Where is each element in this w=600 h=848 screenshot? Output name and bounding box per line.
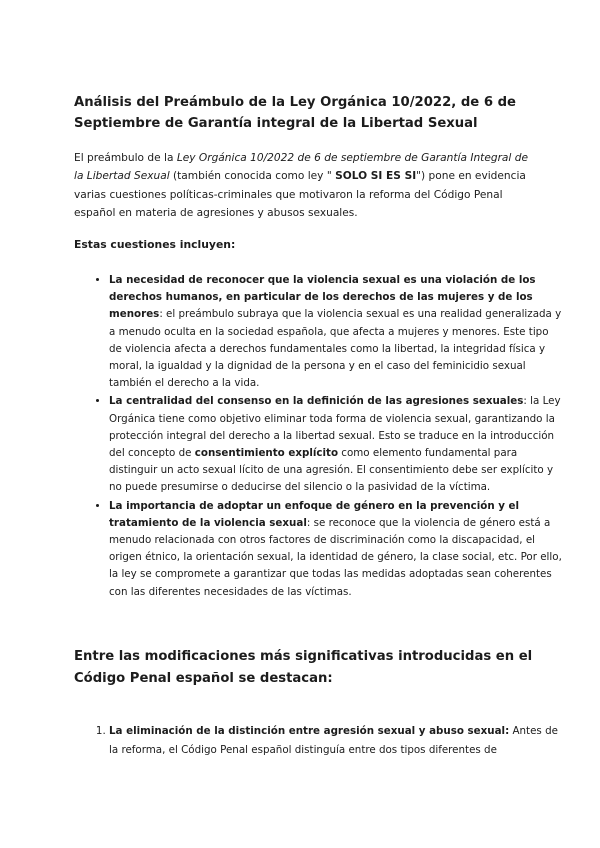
section-subheading: Estas cuestiones incluyen: (74, 238, 236, 251)
list-item (109, 393, 563, 496)
list-item (109, 498, 563, 601)
numbered-item-bold: La eliminación de la distinción entre agresión sexual y abuso sexual: (109, 725, 510, 737)
list-item-bold: La importancia de adoptar un enfoque de género en la prevención y el tratamiento de la violencia sexual (109, 499, 520, 529)
section-heading: Entre las modificaciones más significativas introducidas en el Código Penal español se destacan: (74, 649, 533, 686)
intro-text-2: (también conocida como ley " (169, 170, 336, 183)
list-item-text: : se reconoce que la violencia de género está a menudo relacionada con otros factores de discriminación como la discapacidad, el origen étnico, la orientación sexual, la identidad de género, la clase social, etc. Por ello, la ley se compromete a garantizar que todas las medidas adoptadas sean coherentes con las diferentes necesidades de las víctimas. (109, 516, 562, 598)
intro-text-3: ") pone en evidencia varias cuestiones políticas-criminales que motivaron la reforma del Código Penal español en materia de agresiones y abusos sexuales. (74, 170, 526, 219)
list-item-text: : la Ley Orgánica tiene como objetivo eliminar toda forma de violencia sexual, garantizando la protección integral del derecho a la libertad sexual. Esto se traduce en la introducción del concepto de (109, 395, 561, 460)
intro-paragraph (74, 149, 536, 222)
modifications-list (86, 722, 561, 759)
law-nickname: SOLO SI ES SI (335, 170, 417, 183)
numbered-item (109, 722, 561, 759)
list-item-bold: La centralidad del consenso en la definición de las agresiones sexuales (109, 395, 524, 408)
issues-list (86, 272, 563, 602)
list-item-text: como elemento fundamental para distinguir un acto sexual lícito de una agresión. El consentimiento debe ser explícito y no puede presumirse o deducirse del silencio o la pasividad de la víctima. (109, 447, 554, 494)
law-name: Ley Orgánica 10/2022 de 6 de septiembre de Garantía Integral de la Libertad Sexual (74, 152, 528, 183)
list-item-text: : el preámbulo subraya que la violencia sexual es una realidad generalizada y a menudo oculta en la sociedad española, que afecta a mujeres y menores. Este tipo de violencia afecta a derechos fundamentales como la libertad, la integridad física y moral, la igualdad y la dignidad de la persona y en el caso del feminicidio sexual también el derecho a la vida. (109, 308, 562, 390)
list-item-bold: La necesidad de reconocer que la violencia sexual es una violación de los derechos humanos, en particular de los derechos de las mujeres y de los menores (109, 274, 536, 321)
list-item-bold-inline: consentimiento explícito (194, 447, 339, 460)
numbered-item-text: Antes de la reforma, el Código Penal español distinguía entre dos tipos diferentes de (109, 725, 558, 756)
intro-text-1: El preámbulo de la (74, 152, 177, 164)
document-title: Análisis del Preámbulo de la Ley Orgánica 10/2022, de 6 de Septiembre de Garantía integral de la Libertad Sexual (74, 95, 516, 131)
list-item (109, 272, 563, 392)
